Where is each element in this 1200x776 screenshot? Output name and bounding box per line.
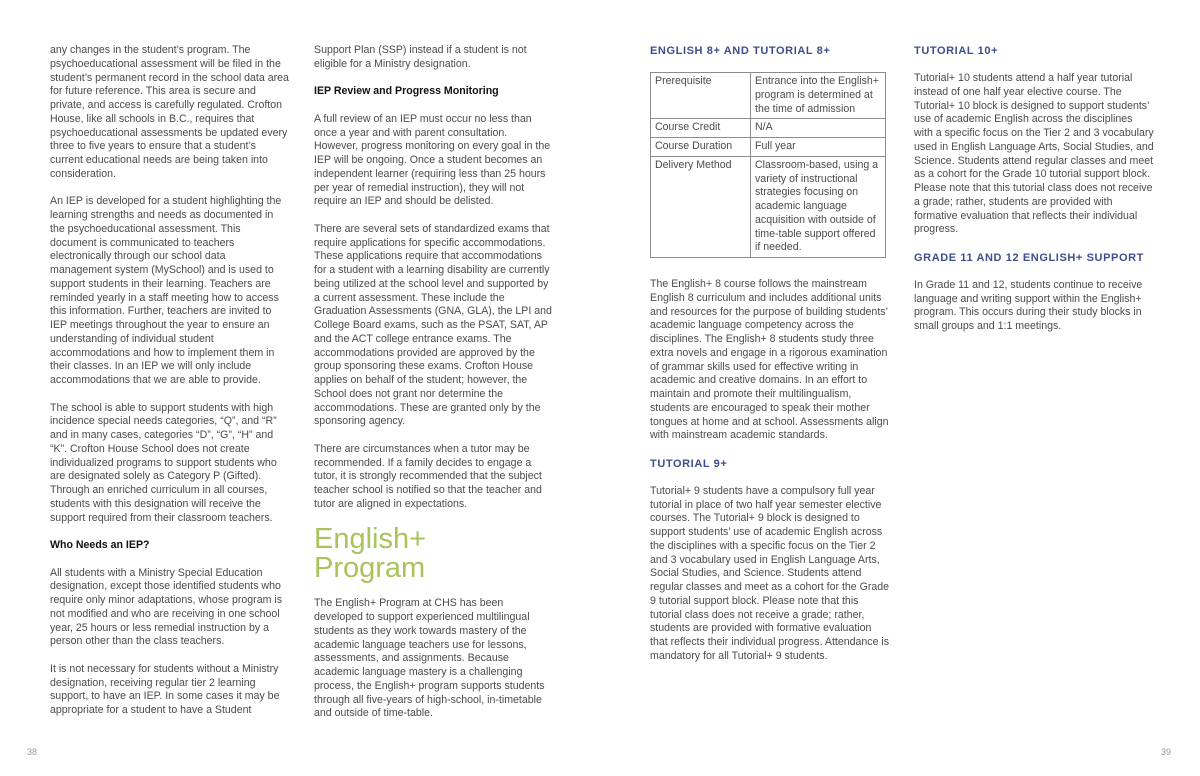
heading-english8-tutorial8: ENGLISH 8+ AND TUTORIAL 8+ [650, 45, 831, 57]
table-row [651, 156, 886, 257]
subheading-who-needs-iep: Who Needs an IEP? [50, 539, 150, 551]
section-title-line-1: English+ [314, 523, 427, 556]
subheading-iep-review: IEP Review and Progress Monitoring [314, 85, 499, 98]
left-page-column-1 [50, 44, 290, 732]
right-page-column-1 [650, 44, 890, 677]
body-paragraph: All students with a Ministry Special Education designation, except those identified students who require only minor adaptations, whose program is not modified and who are receiving in one school year, 25 hours or less remedial instruction by a person other than the class teachers. [50, 566, 283, 648]
table-value: Classroom-based, using a variety of instructional strategies focusing on academic language acquisition with outside of time-table support offered if needed. [751, 156, 886, 257]
section-title-line-2: Program [314, 552, 426, 585]
body-paragraph: There are several sets of standardized exams that require applications for specific accommodations. These applications require that accommodations for a student with a learning disability are currently being utilized at the school level and supported by a current assessment. These include the Graduation Assessments (GNA, GLA), the LPI and College Board exams, such as the PSAT, SAT, AP and the ACT college entrance exams. The accommodations provided are approved by the group sponsoring these exams. Crofton House applies on behalf of the student; however, the School does not grant nor determine the accommodations. These are granted only by the sponsoring agency. [314, 222, 552, 428]
table-key: Prerequisite [651, 73, 751, 119]
right-page-column-2 [914, 44, 1154, 348]
table-key: Delivery Method [651, 156, 751, 257]
page-number-left: 38 [27, 747, 38, 757]
section-title-english-plus-program [314, 525, 554, 583]
page-number-right: 39 [1161, 747, 1172, 757]
heading-tutorial10: TUTORIAL 10+ [914, 45, 999, 57]
body-paragraph: In Grade 11 and 12, students continue to receive language and writing support within the English+ program. This occurs during their study blocks in small groups and 1:1 meetings. [914, 278, 1143, 332]
table-value: Full year [751, 138, 886, 157]
table-value: N/A [751, 119, 886, 138]
body-paragraph: Tutorial+ 10 students attend a half year tutorial instead of one half year elective course. The Tutorial+ 10 block is designed to support students’ use of academic English across the disciplines with a specific focus on the Tier 2 and 3 vocabulary used in English Language Arts, Social Studies, and Science. Students attend regular classes and meet as a cohort for the Grade 10 tutorial support block. Please note that this tutorial class does not receive a grade; rather, students are provided with formative evaluation that reflects their individual progress. [914, 72, 1154, 236]
body-paragraph: Tutorial+ 9 students have a compulsory full year tutorial in place of two half year semester elective courses. The Tutorial+ 9 block is designed to support students’ use of academic English across the disciplines with a specific focus on the Tier 2 and 3 vocabulary used in English Language Arts, Social Studies, and Science. Students attend regular classes and meet as a cohort for the Grade 9 tutorial support block. Please note that this tutorial class does not receive a grade; rather, students are provided with formative evaluation that reflects their individual progress. Attendance is mandatory for all Tutorial+ 9 students. [650, 484, 890, 662]
body-paragraph: An IEP is developed for a student highlighting the learning strengths and needs as documented in the psychoeducational assessment. This document is communicated to teachers electronically through our school data management system (MySchool) and is used to support students in their learning. Teachers are reminded yearly in a staff meeting how to access this information. Further, teachers are invited to IEP meetings throughout the year to ensure an understanding of individual student accommodations and how to implement them in their classes. In an IEP we will only include accommodations that we are able to provide. [50, 195, 282, 386]
body-paragraph: The English+ Program at CHS has been developed to support experienced multilingual students as they work towards mastery of the academic language teachers use for lessons, assessments, and assignments. Because academic language mastery is a challenging process, the English+ program supports students through all five-years of high-school, in-timetable and outside of time-table. [314, 597, 545, 720]
table-key: Course Duration [651, 138, 751, 157]
body-paragraph: A full review of an IEP must occur no less than once a year and with parent consultation. However, progress monitoring on every goal in the IEP will be ongoing. Once a student becomes an independent learner (requiring less than 25 hours per year of remedial instruction), they will not require an IEP and should be delisted. [314, 112, 551, 208]
table-value: Entrance into the English+ program is determined at the time of admission [751, 73, 886, 119]
course-info-table [650, 72, 886, 258]
body-paragraph: Support Plan (SSP) instead if a student is not eligible for a Ministry designation. [314, 44, 527, 70]
table-row [651, 119, 886, 138]
heading-grade11-12: GRADE 11 AND 12 ENGLISH+ SUPPORT [914, 251, 1144, 264]
table-row [651, 138, 886, 157]
body-paragraph: any changes in the student’s program. The psychoeducational assessment will be filed in the student’s permanent record in the school data area for future reference. This area is secure and private, and access is carefully regulated. Crofton House, like all schools in B.C., requires that psychoeducational assessments be updated every three to five years to ensure that a student’s current educational needs are being taken into consideration. [50, 44, 289, 180]
body-paragraph: It is not necessary for students without a Ministry designation, receiving regular tier 2 learning support, to have an IEP. In some cases it may be appropriate for a student to have a Student [50, 662, 280, 716]
body-paragraph: There are circumstances when a tutor may be recommended. If a family decides to engage a tutor, it is strongly recommended that the subject teacher school is notified so that the teacher and tutor are aligned in expectations. [314, 442, 542, 510]
left-page-column-2 [314, 44, 554, 735]
body-paragraph: The school is able to support students with high incidence special needs categories, “Q”, and “R” and in many cases, categories “D”, “G”, “H” and “K”. Crofton House School does not create individualized programs to support students who are designated solely as Category P (Gifted). Through an enriched curriculum in all courses, students with this designation will receive the support required from their classroom teachers. [50, 401, 277, 524]
table-row [651, 73, 886, 119]
table-key: Course Credit [651, 119, 751, 138]
heading-tutorial9: TUTORIAL 9+ [650, 457, 728, 470]
body-paragraph: The English+ 8 course follows the mainstream English 8 curriculum and includes additional units and resources for the purpose of building students’ academic language competency across the disciplines. The English+ 8 students study three extra novels and engage in a rigorous examination of grammar skills used for effective writing in academic and creative domains. In an effort to maintain and promote their multilingualism, students are encouraged to speak their mother tongues at home and at school. Assessments align with mainstream academic standards. [650, 278, 889, 442]
